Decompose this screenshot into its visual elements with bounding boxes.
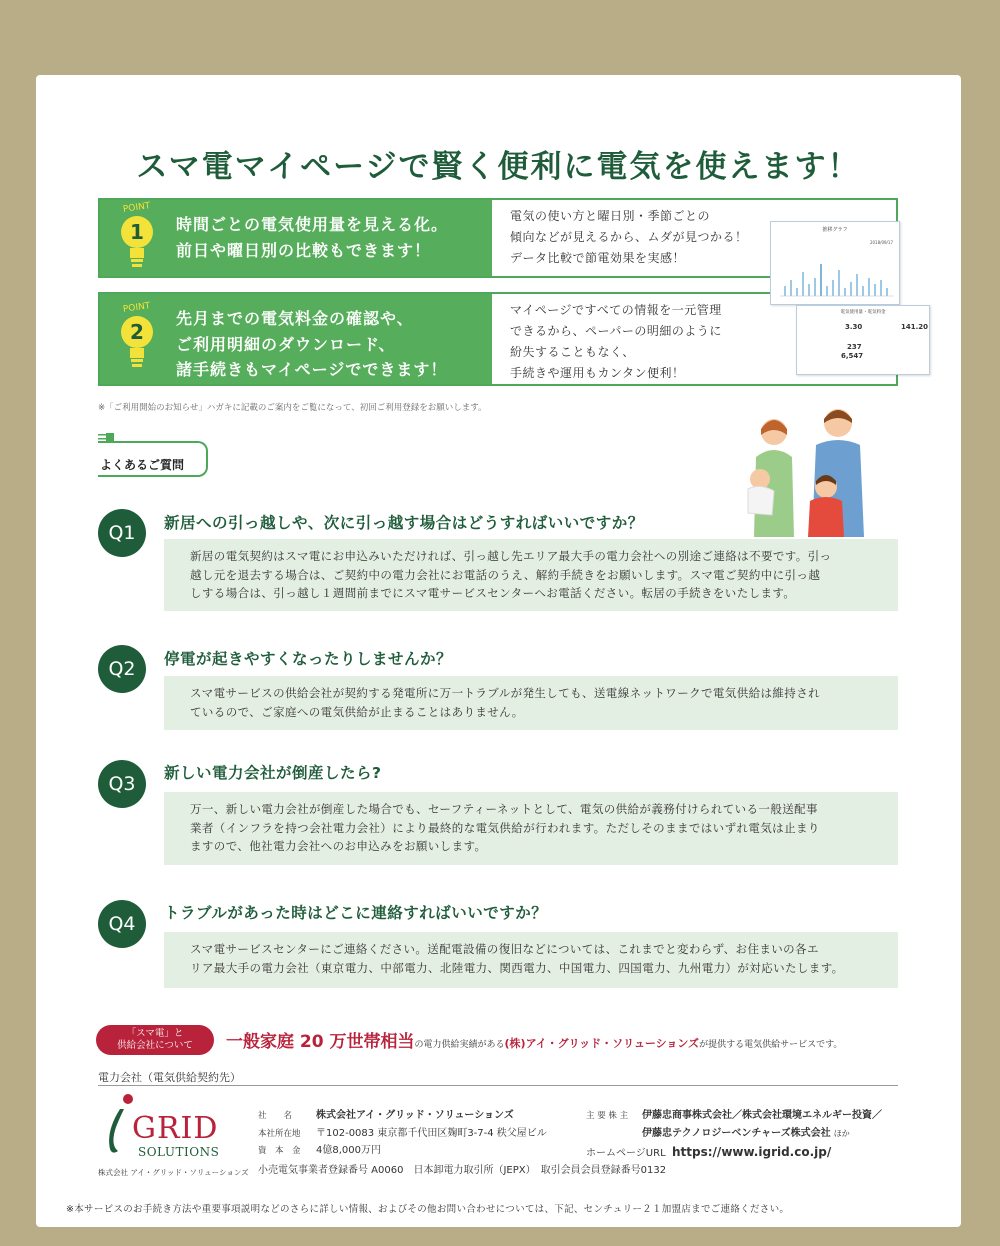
detail-line: 傾向などが見えるから、ムダが見つかる！: [510, 230, 748, 244]
about-tag: [96, 1025, 214, 1055]
company-address: 〒102-0083 東京都千代田区麹町3-7-4 秩父屋ビル: [316, 1127, 547, 1139]
q3-question: 新しい電力会社が倒産したら?: [164, 764, 382, 782]
lightbulb-icon: [114, 300, 160, 372]
usage-graph-thumbnail: [770, 221, 900, 305]
lead-line: 時間ごとの電気使用量を見える化。: [176, 215, 449, 234]
info-label: ホームページURL: [586, 1148, 666, 1159]
logo-sub: SOLUTIONS: [138, 1145, 220, 1159]
about-tag-line: 供給会社について: [117, 1040, 193, 1052]
thumb-bill-value: 6,547: [841, 352, 864, 360]
answer-line: ているので、ご家庭への電気供給が止まることはありません。: [190, 704, 524, 719]
answer-line: ますので、他社電力会社へのお申込みをお願いします。: [190, 839, 487, 854]
footnote: ※本サービスのお手続き方法や重要事項説明などのさらに詳しい情報、およびその他お問い合わせについては、下記、センチュリー２１加盟店までご連絡ください。: [66, 1204, 790, 1215]
q2-question: 停電が起きやすくなったりしませんか？: [164, 650, 453, 668]
lead-line: 諸手続きもマイページでできます！: [176, 360, 448, 380]
thumb-bill-value: 3.30: [845, 323, 863, 331]
about-mid: の電力供給実績がある: [414, 1040, 505, 1050]
detail-line: データ比較で節電効果を実感！: [510, 251, 686, 265]
logo-brand: GRID: [132, 1111, 219, 1146]
about-statement: [226, 1027, 842, 1052]
point-2-box: [98, 292, 898, 386]
point-2-lead-text: [176, 306, 447, 383]
point-number: 1: [130, 220, 144, 244]
detail-line: 電気の使い方と曜日別・季節ごとの: [510, 209, 711, 223]
power-company-label: 電力会社（電気供給契約先）: [98, 1071, 241, 1084]
point-2-lead: [100, 294, 492, 384]
answer-line: 業者（インフラを持つ会社電力会社）により最終的な電気供給が行われます。ただしそのままではいずれ電気は止まり: [190, 820, 820, 835]
info-label: 主 要 株 主: [586, 1111, 629, 1121]
page-title: スマ電マイページで賢く便利に電気を使えます！: [136, 149, 861, 185]
thumb-bill-value: 237: [847, 343, 862, 351]
shareholders-suffix: ほか: [833, 1128, 850, 1138]
answer-line: スマ電サービスの供給会社が契約する発電所に万一トラブルが発生しても、送電線ネットワークで電気供給は維持され: [190, 686, 821, 700]
shareholders-line: 伊藤忠テクノロジーベンチャーズ株式会社: [642, 1127, 831, 1139]
answer-line: スマ電サービスセンターにご連絡ください。送配電設備の復旧などについては、これまでと変わらず、お住まいの各エ: [190, 942, 819, 956]
lead-line: 前日や曜日別の比較もできます！: [176, 240, 432, 260]
info-label: 資 本 金: [258, 1146, 301, 1156]
shareholders-line: 伊藤忠商事株式会社／株式会社環境エネルギー投資／: [642, 1110, 882, 1121]
igrid-logo: [98, 1091, 249, 1181]
faq-section-label: よくあるご質問: [98, 441, 208, 477]
about-tag-line: 「スマ電」と: [126, 1028, 184, 1039]
usage-bar-graph: [776, 250, 896, 300]
q4-badge: Q4: [98, 900, 146, 948]
lead-line: ご利用明細のダウンロード、: [176, 334, 396, 354]
answer-line: しする場合は、引っ越し１週間前までにスマ電サービスセンターへお電話ください。転居の手続きをいたします。: [190, 586, 796, 601]
point-1-lead-text: [176, 212, 448, 263]
thumb-graph-date: 2018/09/17: [869, 240, 893, 245]
homepage-link[interactable]: https://www.igrid.co.jp/: [672, 1145, 832, 1159]
q2-badge: Q2: [98, 645, 146, 693]
company-info-right: [586, 1107, 882, 1163]
about-tail: が提供する電気供給サービスです。: [699, 1040, 843, 1050]
about-big-rest: 万世帯相当: [329, 1032, 415, 1052]
thumb-bill-title: 電気使用量・電気料金: [840, 310, 886, 315]
q4-answer: [164, 932, 898, 988]
answer-line: 越し元を退去する場合は、ご契約中の電力会社にお電話のうえ、解約手続きをお願いします。スマ電ご契約中に引っ越: [190, 567, 821, 582]
detail-line: マイページですべての情報を一元管理: [510, 303, 722, 317]
point-badge-label: POINT: [122, 301, 151, 315]
point-badge-label: POINT: [122, 201, 151, 215]
about-company: (株)アイ・グリッド・ソリューションズ: [504, 1037, 700, 1050]
detail-line: できるから、ペーパーの明細のように: [510, 324, 722, 338]
q4-question: トラブルがあった時はどこに連絡すればいいですか？: [164, 904, 548, 922]
answer-line: 新居の電気契約はスマ電にお申込みいただければ、引っ越し先エリア最大手の電力会社への別途ご連絡は不要です。引っ: [190, 549, 832, 563]
q3-badge: Q3: [98, 760, 146, 808]
lead-line: 先月までの電気料金の確認や、: [176, 309, 414, 328]
info-label: 本社所在地: [258, 1128, 301, 1139]
company-registration: 小売電気事業者登録番号 A0060 日本卸電力取引所（JEPX） 取引会員会員登録番号0132: [258, 1164, 667, 1176]
logo-corp: 株式会社 アイ・グリッド・ソリューションズ: [98, 1168, 249, 1177]
q2-answer: [164, 676, 898, 730]
q1-question: 新居への引っ越しや、次に引っ越す場合はどうすればいいですか？: [164, 514, 644, 532]
thumb-bill-value: 141.20: [901, 323, 929, 331]
divider: [98, 1085, 898, 1086]
bill-thumbnail: [796, 305, 930, 375]
q3-answer: [164, 792, 898, 865]
about-big: 一般家庭: [226, 1032, 294, 1052]
q1-badge: Q1: [98, 509, 146, 557]
answer-line: リア最大手の電力会社（東京電力、中部電力、北陸電力、関西電力、中国電力、四国電力、九州電力）が対応いたします。: [190, 960, 844, 975]
about-big-number: 20: [299, 1032, 324, 1052]
registration-note: ※「ご利用開始のお知らせ」ハガキに記載のご案内をご覧になって、初回ご利用登録をお願いします。: [98, 403, 487, 413]
detail-line: 手続きや運用もカンタン便利！: [510, 366, 685, 380]
answer-line: 万一、新しい電力会社が倒産した場合でも、セーフティーネットとして、電気の供給が義務付けられている一般送配事: [190, 802, 818, 816]
q1-answer: [164, 539, 898, 611]
detail-line: 紛失することもなく、: [510, 345, 635, 359]
company-name: 株式会社アイ・グリッド・ソリューションズ: [316, 1110, 514, 1121]
thumb-graph-title: 推移グラフ: [822, 227, 848, 233]
point-1-lead: [100, 200, 492, 276]
flyer-page: [36, 75, 961, 1227]
info-label: 社 名: [258, 1111, 293, 1121]
company-capital: 4億8,000万円: [316, 1145, 381, 1156]
point-number: 2: [130, 320, 144, 344]
lightbulb-icon: [114, 200, 160, 272]
family-illustration: [734, 397, 884, 537]
